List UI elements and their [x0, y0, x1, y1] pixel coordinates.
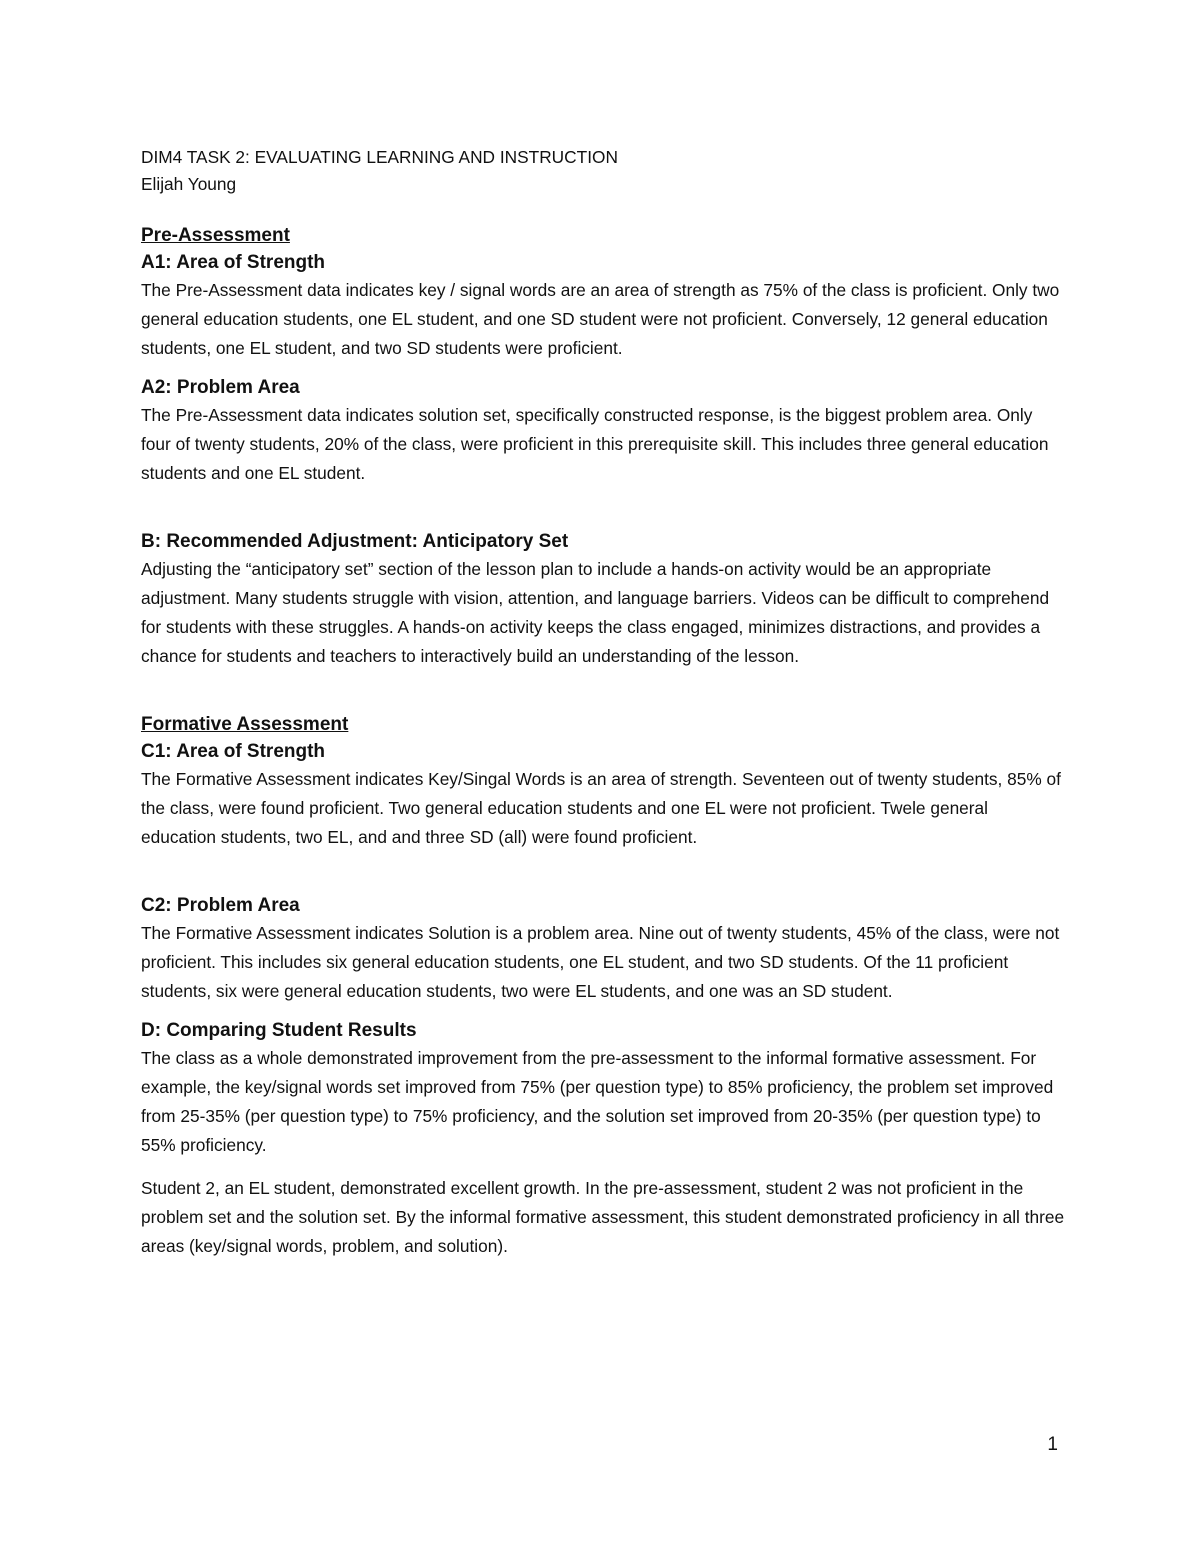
paragraph-c1: The Formative Assessment indicates Key/Singal Words is an area of strength. Seventeen out of twenty students, 85% of the class, were found proficient. Two general education students and one EL were not proficient. Twele general education students, two EL, and and three SD (all) were found proficient. [141, 769, 1061, 847]
paragraph-a1: The Pre-Assessment data indicates key / signal words are an area of strength as 75% of the class is proficient. Only two general education students, one EL student, and one SD student were not proficient. Conversely, 12 general education students, one EL student, and two SD students were proficient. [141, 280, 1060, 358]
section-heading-pre-assessment: Pre-Assessment [141, 225, 290, 246]
subheading-c1: C1: Area of Strength [141, 741, 326, 762]
subheading-d: D: Comparing Student Results [141, 1020, 417, 1041]
paragraph-a2: The Pre-Assessment data indicates solution set, specifically constructed response, is the biggest problem area. Only four of twenty students, 20% of the class, were proficient in this prerequisite skill. This includes three general education students and one EL student. [141, 405, 1049, 483]
page-number: 1 [1047, 1434, 1058, 1455]
subheading-b: B: Recommended Adjustment: Anticipatory Set [141, 531, 569, 552]
document-body [141, 144, 1066, 1261]
paragraph-b: Adjusting the “anticipatory set” section of the lesson plan to include a hands-on activity would be an appropriate adjustment. Many students struggle with vision, attention, and language barriers. Videos can be difficult to comprehend for students with these struggles. A hands-on activity keeps the class engaged, minimizes distractions, and provides a chance for students and teachers to interactively build an understanding of the lesson. [141, 559, 1050, 666]
paragraph-d-1: The class as a whole demonstrated improvement from the pre-assessment to the informal formative assessment. For example, the key/signal words set improved from 75% (per question type) to 85% proficiency, the problem set improved from 25-35% (per question type) to 75% proficiency, and the solution set improved from 20-35% (per question type) to 55% proficiency. [141, 1048, 1054, 1155]
subheading-c2: C2: Problem Area [141, 895, 300, 916]
paragraph-c2: The Formative Assessment indicates Solution is a problem area. Nine out of twenty students, 45% of the class, were not proficient. This includes six general education students, one EL student, and two SD students. Of the 11 proficient students, six were general education students, two were EL students, and one was an SD student. [141, 923, 1060, 1001]
subheading-a2: A2: Problem Area [141, 377, 300, 398]
document-title: DIM4 TASK 2: EVALUATING LEARNING AND INSTRUCTION [141, 147, 618, 167]
paragraph-d-2: Student 2, an EL student, demonstrated excellent growth. In the pre-assessment, student 2 was not proficient in the problem set and the solution set. By the informal formative assessment, this student demonstrated proficiency in all three areas (key/signal words, problem, and solution). [141, 1178, 1065, 1256]
section-heading-formative-assessment: Formative Assessment [141, 714, 349, 735]
author-name: Elijah Young [141, 174, 237, 194]
subheading-a1: A1: Area of Strength [141, 252, 326, 273]
